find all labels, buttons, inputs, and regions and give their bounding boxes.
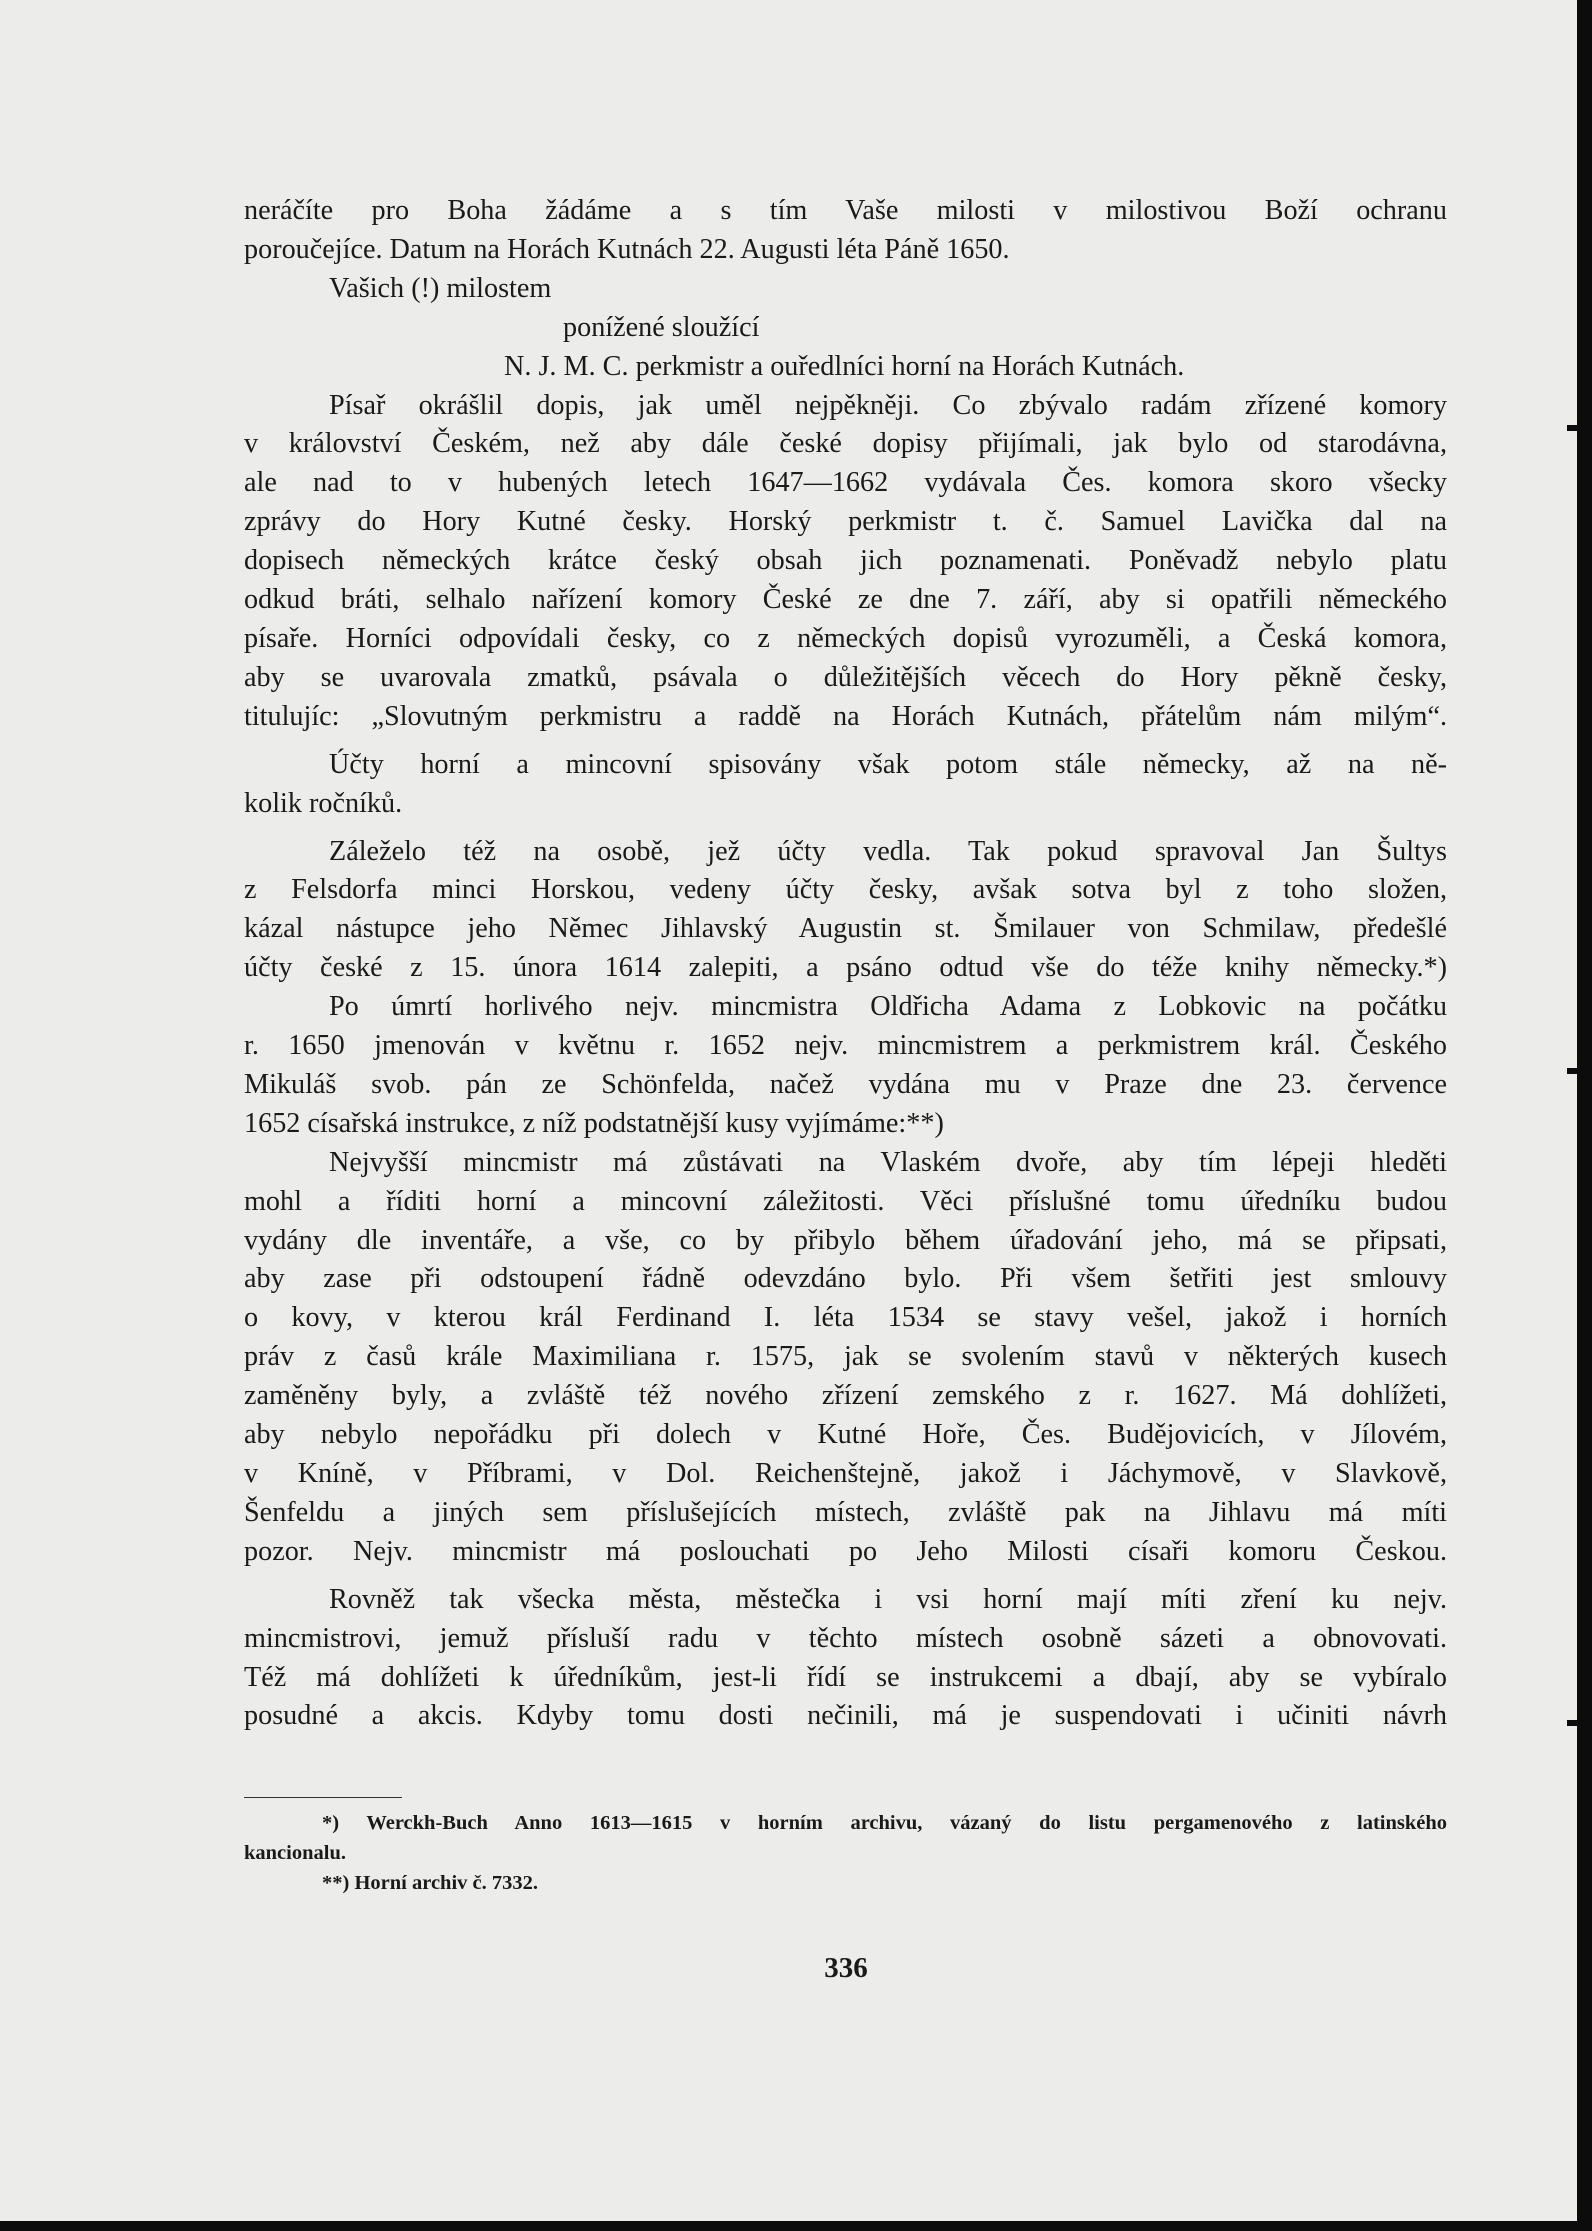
paragraph-start: Nejvyšší mincmistr má zůstávati na Vlaském dvoře, aby tím lépeji hleděti [329, 1146, 1447, 1178]
text-line: dopisech německých krátce český obsah jich poznamenati. Poněvadž nebylo platu [244, 545, 1447, 577]
page-number: 336 [824, 1952, 868, 1984]
text-line: posudné a akcis. Kdyby tomu dosti nečinili, má je suspendovati i učiniti návrh [244, 1700, 1447, 1732]
text-line: zaměněny byly, a zvláště též nového zřízení zemského z r. 1627. Má dohlížeti, [244, 1380, 1447, 1412]
footnote-continuation: kancionalu. [244, 1842, 346, 1864]
text-line: r. 1650 jmenován v květnu r. 1652 nejv. mincmistrem a perkmistrem král. Českého [244, 1030, 1447, 1062]
scan-edge-mark [1567, 1068, 1581, 1074]
scan-edge-mark [1567, 1720, 1581, 1726]
text-line: neráčíte pro Boha žádáme a s tím Vaše milosti v milostivou Boží ochranu [244, 195, 1447, 226]
text-line: odkud bráti, selhalo nařízení komory České ze dne 7. září, aby si opatřili německého [244, 584, 1447, 616]
text-line: aby se uvarovala zmatků, psávala o důležitějších věcech do Hory pěkně česky, [244, 661, 1447, 693]
text-line: účty české z 15. února 1614 zalepiti, a psáno odtud vše do téže knihy německy.*) [244, 952, 1447, 984]
paragraph-start: Písař okrášlil dopis, jak uměl nejpěkněji. Co zbývalo radám zřízené komory [329, 389, 1447, 421]
paragraph-start: Účty horní a mincovní spisovány však potom stále německy, až na ně- [329, 748, 1447, 780]
text-line: aby zase při odstoupení řádně odevzdáno bylo. Při všem šetřiti jest smlouvy [244, 1263, 1447, 1295]
text-line: mincmistrovi, jemuž přísluší radu v těchto místech osobně sázeti a obnovovati. [244, 1622, 1447, 1654]
text-line: kázal nástupce jeho Němec Jihlavský Augustin st. Šmilauer von Schmilaw, předešlé [244, 913, 1447, 945]
signatories: N. J. M. C. perkmistr a ouředlníci horní na Horách Kutnách. [504, 350, 1185, 382]
text-line: Mikuláš svob. pán ze Schönfelda, načež vydána mu v Praze dne 23. července [244, 1068, 1447, 1100]
body-text [244, 192, 1447, 1736]
scan-edge-bottom [0, 2221, 1592, 2231]
text-line: poroučejíce. Datum na Horách Kutnách 22. Augusti léta Páně 1650. [244, 233, 1010, 265]
text-line: 1652 císařská instrukce, z níž podstatnější kusy vyjímáme:**) [244, 1107, 944, 1139]
footnote: *) Werckh-Buch Anno 1613—1615 v horním archivu, vázaný do listu pergamenového z latinského [322, 1812, 1447, 1834]
text-line: v Kníně, v Příbrami, v Dol. Reichenštejně, jakož i Jáchymově, v Slavkově, [244, 1458, 1447, 1489]
text-line: vydány dle inventáře, a vše, co by přibylo během úřadování jeho, má se připsati, [244, 1224, 1447, 1256]
text-line: práv z časů krále Maximiliana r. 1575, jak se svolením stavů v některých kusech [244, 1341, 1447, 1373]
paragraph-start: Záleželo též na osobě, jež účty vedla. Tak pokud spravoval Jan Šultys [329, 835, 1447, 867]
text-line: pozor. Nejv. mincmistr má poslouchati po Jeho Milosti císaři komoru Českou. [244, 1535, 1447, 1567]
footnotes [244, 1808, 1447, 1898]
text-line: titulujíc: „Slovutným perkmistru a raddě na Horách Kutnách, přátelům nám milým“. [244, 700, 1447, 732]
text-line: Šenfeldu a jiných sem příslušejících místech, zvláště pak na Jihlavu má míti [244, 1496, 1447, 1528]
text-line: v království Českém, než aby dále české dopisy přijímali, jak bylo od starodávna, [244, 428, 1447, 460]
scan-edge-mark [1567, 425, 1581, 431]
paragraph-start: Po úmrtí horlivého nejv. mincmistra Oldřicha Adama z Lobkovic na počátku [329, 991, 1447, 1023]
text-line: zprávy do Hory Kutné česky. Horský perkmistr t. č. Samuel Lavička dal na [244, 506, 1447, 538]
text-line: písaře. Horníci odpovídali česky, co z německých dopisů vyrozuměli, a Česká komora, [244, 622, 1447, 654]
text-line: kolik ročníků. [244, 787, 403, 819]
salutation: Vašich (!) milostem [329, 272, 552, 304]
signature-line: ponížené sloužící [563, 311, 760, 343]
text-line: aby nebylo nepořádku při dolech v Kutné Hoře, Čes. Budějovicích, v Jílovém, [244, 1419, 1447, 1451]
footnote: **) Horní archiv č. 7332. [322, 1872, 538, 1894]
text-line: ale nad to v hubených letech 1647—1662 vydávala Čes. komora skoro všecky [244, 467, 1447, 499]
text-line: z Felsdorfa minci Horskou, vedeny účty česky, avšak sotva byl z toho složen, [244, 874, 1447, 906]
text-line: o kovy, v kterou král Ferdinand I. léta 1534 se stavy vešel, jakož i horních [244, 1302, 1447, 1334]
text-line: Též má dohlížeti k úředníkům, jest-li řídí se instrukcemi a dbají, aby se vybíralo [244, 1661, 1447, 1693]
scan-edge-right [1577, 0, 1592, 2231]
paragraph-start: Rovněž tak všecka města, městečka i vsi horní mají míti zření ku nejv. [329, 1583, 1447, 1615]
footnote-divider [244, 1797, 402, 1798]
text-line: mohl a říditi horní a mincovní záležitosti. Věci příslušné tomu úředníku budou [244, 1185, 1447, 1217]
